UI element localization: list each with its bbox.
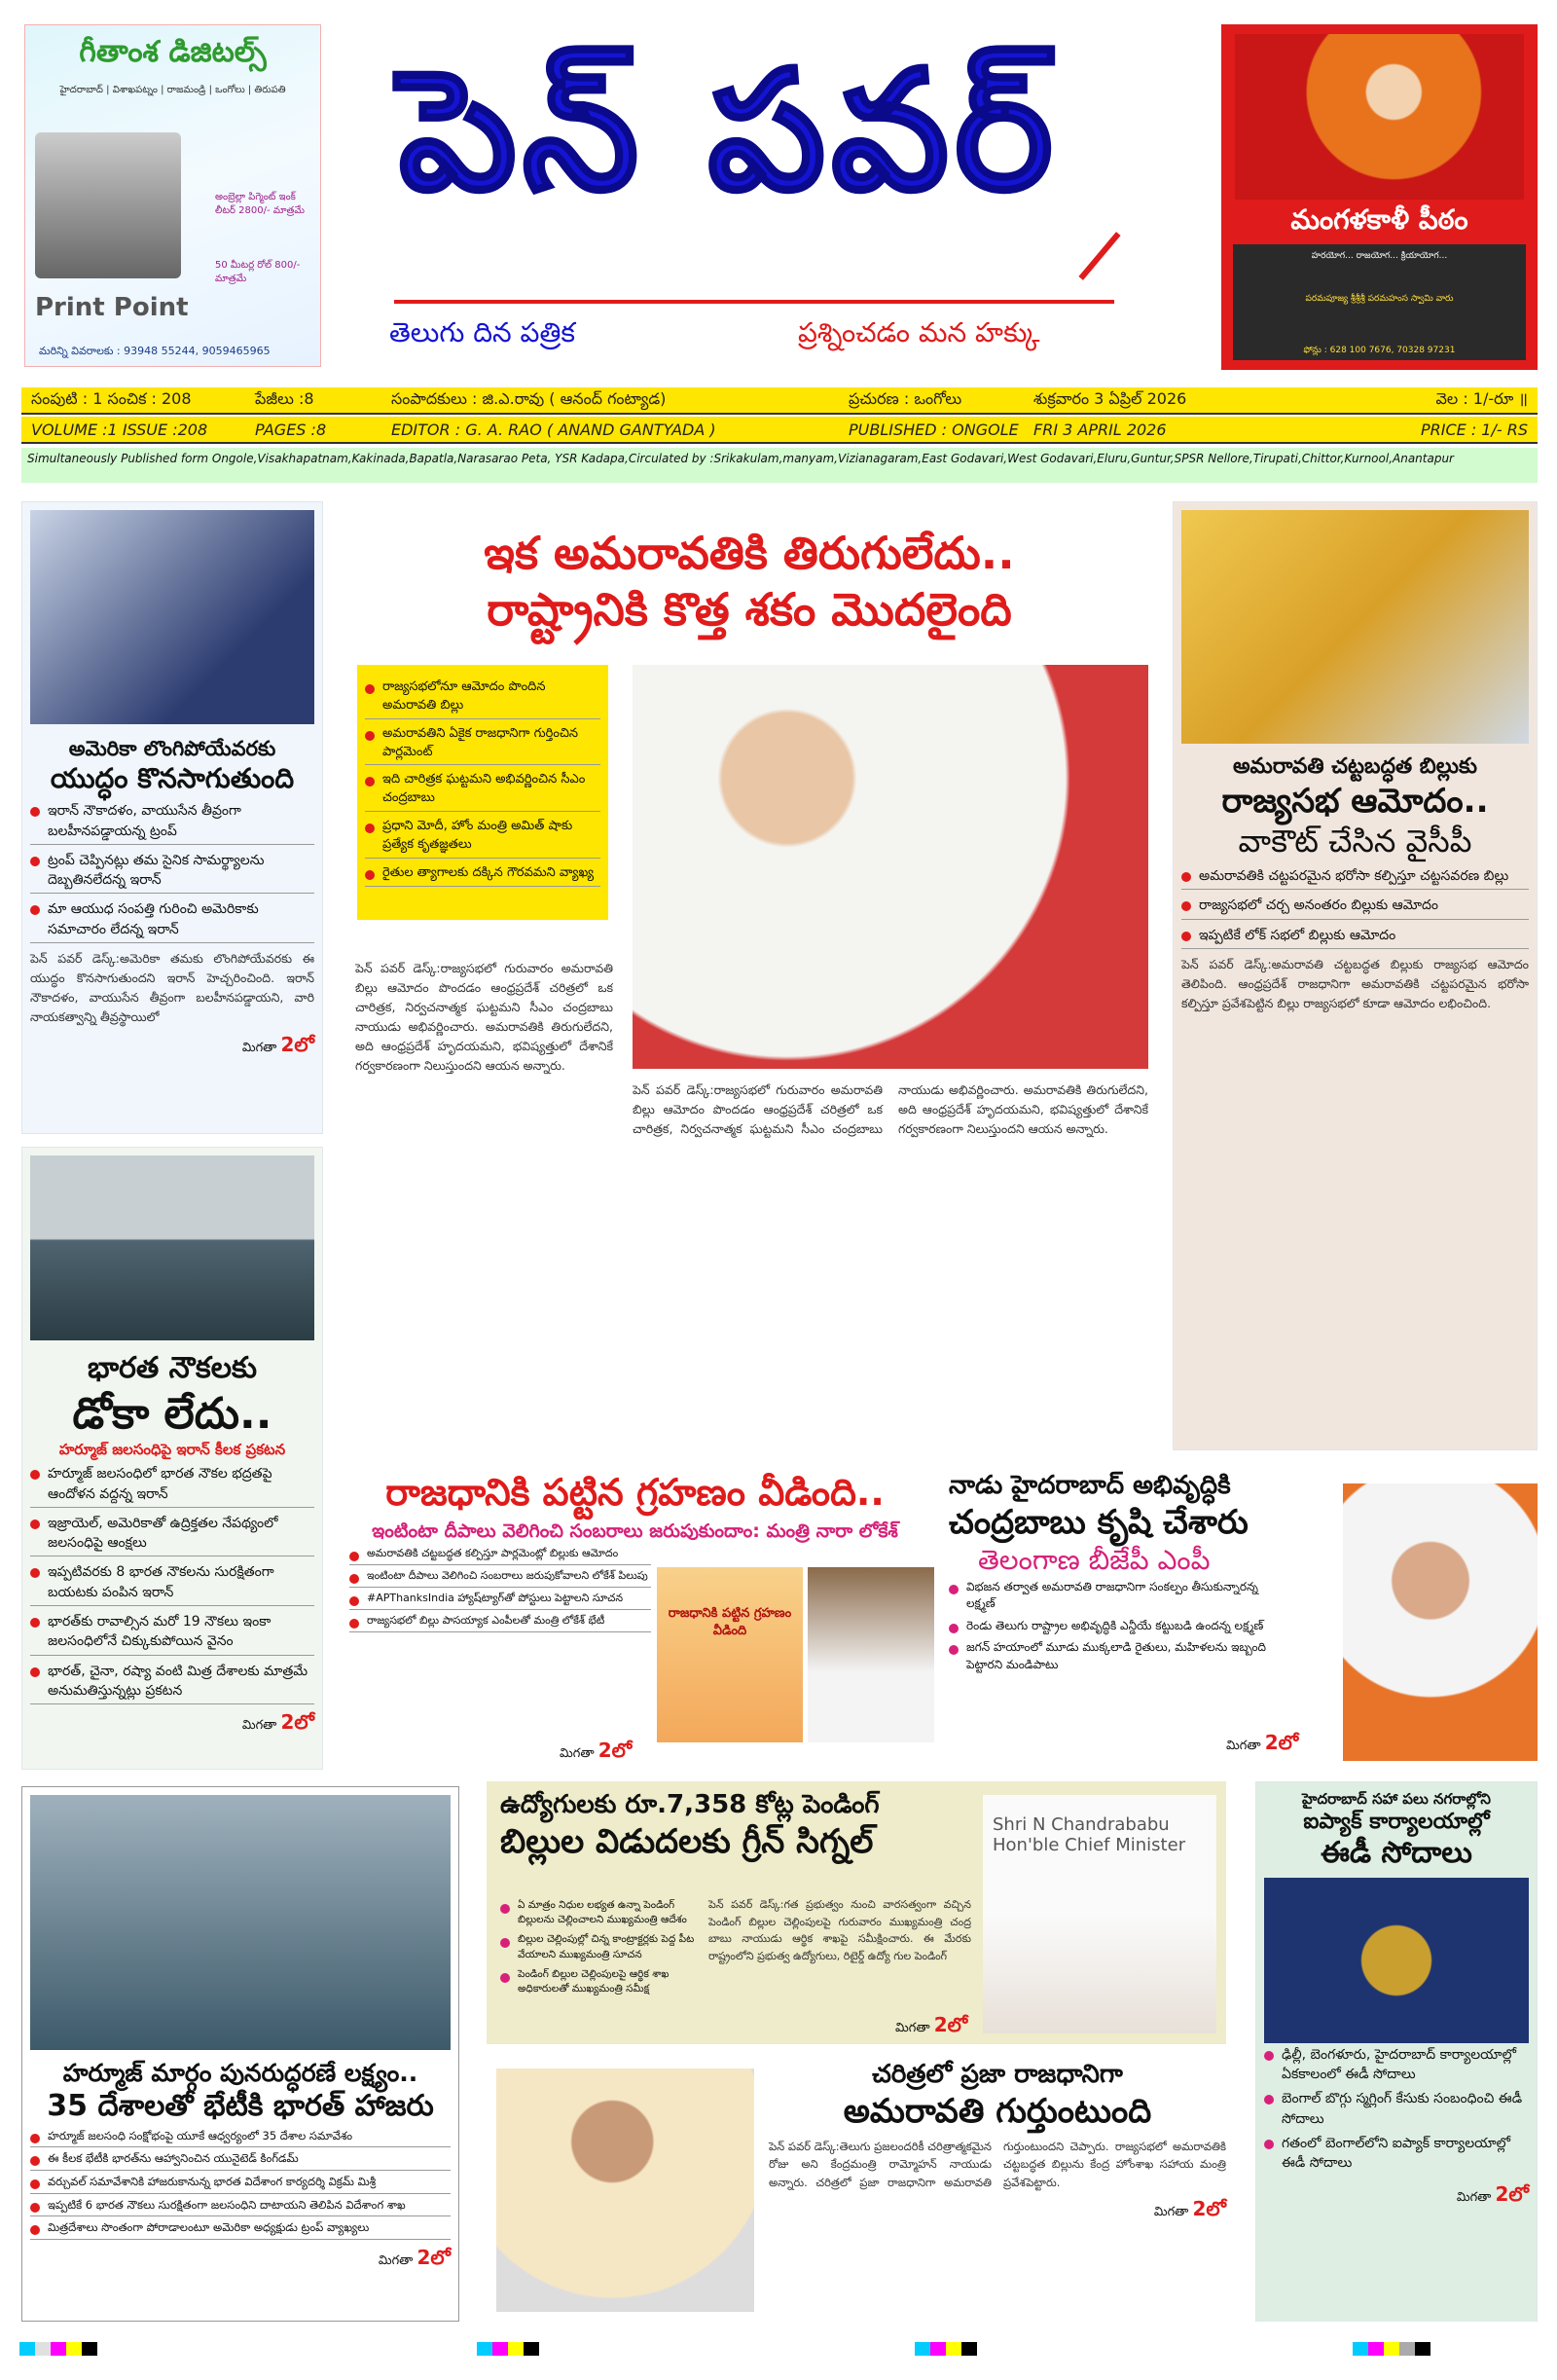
subheadline: తెలంగాణ బీజేపీ ఎంపీ <box>978 1544 1211 1576</box>
headline: హర్మూజ్ మార్గం పునరుద్ధరణే లక్ష్యం.. <box>62 2059 418 2087</box>
story-trump <box>21 501 323 1134</box>
bullet-point: ఈ కీలక భేటీకి భారత్‌ను ఆహ్వానించిన యునైటెడ్ కింగ్‌డమ్ <box>30 2150 451 2171</box>
headline: చరిత్రలో ప్రజా రాజధానిగా <box>872 2060 1123 2089</box>
highlights-box <box>357 665 608 920</box>
ad-highlight: పరమపూజ్య శ్రీశ్రీశ్రీ పరమహంస స్వామి వారు <box>1305 293 1454 304</box>
print-registration-marks <box>19 2341 1538 2361</box>
continued-link[interactable]: మిగతా 2లో <box>895 2013 968 2036</box>
color-swatches <box>19 2341 97 2360</box>
continued-link[interactable]: మిగతా 2లో <box>378 2246 451 2270</box>
continued-link[interactable]: మిగతా 2లో <box>560 1739 633 1762</box>
continued-link[interactable]: మిగతా 2లో <box>1456 2181 1529 2206</box>
cm-bills-photo: Shri N Chandrababu Hon'ble Chief Minister <box>983 1795 1216 2033</box>
ad-phone: ఫోన్లు : 628 100 7676, 70328 97231 <box>1303 346 1456 355</box>
pages-te: పేజీలు :8 <box>255 388 314 408</box>
bullet-point: ఇంటింటా దీపాలు వెలిగించి సంబరాలు జరుపుకోవాలని లోకేశ్ పిలుపు <box>349 1568 651 1588</box>
navy-ship-photo <box>30 1795 451 2050</box>
bullet-point: ప్రధాని మోదీ, హోం మంత్రి అమిత్ షాకు ప్రత్యేక కృతజ్ఞతలు <box>365 818 600 859</box>
laxman-photo <box>1343 1483 1538 1761</box>
bullet-point: హర్మూజ్ జలసంధిలో భారత నౌకల భద్రతపై ఆందోళన వద్దన్న ఇరాన్ <box>30 1464 314 1508</box>
bullet-point: ఏ మాత్రం నిధుల లభ్యత ఉన్నా పెండింగ్ బిల్లులను చెల్లించాలని ముఖ్యమంత్రి ఆదేశం <box>500 1898 700 1930</box>
bullet-point: ఢిల్లీ, బెంగళూరు, హైదరాబాద్ కార్యాలయాల్లో ఏకకాలంలో ఈడీ సోదాలు <box>1264 2045 1529 2088</box>
cm-photo <box>633 665 1148 1069</box>
pen-icon <box>1078 232 1120 280</box>
bullet-point: హర్మూజ్ జలసంధి సంక్షోభంపై యూకే ఆధ్వర్యంలో 35 దేశాల సమావేశం <box>30 2128 451 2148</box>
issue-strip-telugu <box>21 387 1538 415</box>
headline: అమరావతి గుర్తుంటుంది <box>843 2091 1152 2131</box>
lokesh-photo <box>808 1567 934 1742</box>
masthead-rule <box>394 300 1114 304</box>
price-te: వెల : 1/-రూ ॥ <box>1435 388 1528 408</box>
ad-tagline: హరయోగ... రాజయోగ... క్రియాయోగ... <box>1311 251 1448 261</box>
ad-cities: హైదరాబాద్ | విశాఖపట్నం | రాజమండ్రి | ఒంగోలు | తిరుపతి <box>59 85 286 95</box>
color-swatches <box>915 2341 977 2360</box>
bullet-point: ఇది చారిత్రక ఘట్టమని అభివర్ణించిన సీఎం చంద్రబాబు <box>365 771 600 812</box>
story-ships <box>21 1147 323 1770</box>
headline: బిల్లుల విడుదలకు గ్రీన్ సిగ్నల్ <box>500 1821 874 1861</box>
article-body: పెన్ పవర్ డెస్క్:రాజ్యసభలో గురువారం అమరావతి బిల్లు ఆమోదం పొందడం ఆంధ్రప్రదేశ్ చరిత్రలో ఒక చారిత్రక, నిర్వచనాత్మక ఘట్టమని సీఎం చంద్రబాబు నాయుడు అభివర్ణించారు. అమరావతికి తిరుగులేదని, అది ఆంధ్రప్రదేశ్ హృదయమని, భవిష్యత్తులో దేశానికే గర్వకారణంగా నిలుస్తుందని ఆయన అన్నారు. <box>355 961 613 1073</box>
bullet-point: ఇరాన్ నౌకాదళం, వాయుసేన తీవ్రంగా బలహీనపడ్డాయన్న ట్రంప్ <box>30 801 314 845</box>
bullet-point: ఇప్పటికే 6 భారత నౌకలు సురక్షితంగా జలసంధిని దాటాయని తెలిపిన విదేశాంగ శాఖ <box>30 2197 451 2217</box>
headline: ఐప్యాక్ కార్యాలయాల్లో <box>1303 1809 1490 1834</box>
volume-te: సంపుటి : 1 సంచిక : 208 <box>31 388 192 408</box>
bullet-point: విభజన తర్వాత అమరావతి రాజధానిగా సంకల్పం తీసుకున్నారన్న లక్ష్మణ్ <box>949 1579 1270 1616</box>
trump-photo <box>30 510 314 724</box>
ad-details <box>1233 244 1526 360</box>
headline: రాజ్యసభ ఆమోదం.. <box>1221 781 1489 821</box>
editor-en: EDITOR : G. A. RAO ( ANAND GANTYADA ) <box>391 420 716 439</box>
masthead <box>331 35 1207 348</box>
ad-contact: మరిన్ని వివరాలకు : 93948 55244, 9059465965 <box>39 345 271 357</box>
headline: 35 దేశాలతో భేటీకి భారత్ హాజరు <box>47 2089 434 2124</box>
bullet-point: బెంగాల్ బొగ్గు స్మగ్లింగ్ కేసుకు సంబంధించి ఈడీ సోదాలు <box>1264 2089 1529 2132</box>
bullet-point: జగన్ హయాంలో మూడు ముక్కలాడి రైతులు, మహిళలను ఇబ్బంది పెట్టారని మండిపాటు <box>949 1639 1270 1676</box>
bullet-point: ఇప్పటివరకు 8 భారత నౌకలను సురక్షితంగా బయటకు పంపిన ఇరాన్ <box>30 1562 314 1606</box>
ship-photo <box>30 1155 314 1340</box>
story-ed <box>1255 1781 1538 2322</box>
headline: అమరావతి చట్టబద్ధత బిల్లుకు <box>1232 754 1478 779</box>
headline: భారత నౌకలకు <box>87 1351 258 1385</box>
bullet-point: వర్చువల్ సమావేశానికి హాజరుకానున్న భారత విదేశాంగ కార్యదర్శి విక్రమ్ మిశ్రీ <box>30 2174 451 2194</box>
headline: డోకా లేదు.. <box>72 1388 272 1439</box>
headline: చంద్రబాబు కృషి చేశారు <box>949 1502 1249 1542</box>
editor-te: సంపాదకులు : జి.ఎ.రావు ( ఆనంద్ గంట్యాడ) <box>391 388 667 408</box>
headline: రాజధానికి పట్టిన గ్రహణం వీడింది.. <box>385 1471 885 1514</box>
printer-image <box>35 132 181 278</box>
bullet-point: రెండు తెలుగు రాష్ట్రాల అభివృద్ధికి ఎన్డీయే కట్టుబడి ఉందన్న లక్ష్మణ్ <box>949 1618 1270 1637</box>
bullet-point: ఇప్పటికే లోక్ సభలో బిల్లుకు ఆమోదం <box>1181 926 1529 949</box>
story-hormuz <box>21 1786 459 2322</box>
color-swatches <box>1353 2341 1430 2360</box>
price-en: PRICE : 1/- RS <box>1420 420 1528 439</box>
headline: నాడు హైదరాబాద్ అభివృద్ధికి <box>949 1471 1231 1500</box>
subheadline: ఇంటింటా దీపాలు వెలిగించి సంబరాలు జరుపుకుందాం: మంత్రి నారా లోకేశ్ <box>372 1520 898 1542</box>
print-point-logo: Print Point <box>35 293 189 322</box>
bullet-point: భారత్, చైనా, రష్యా వంటి మిత్ర దేశాలకు మాత్రమే అనుమతిస్తున్నట్లు ప్రకటన <box>30 1662 314 1705</box>
subheadline: హర్మూజ్ జలసంధిపై ఇరాన్ కీలక ప్రకటన <box>58 1440 286 1458</box>
continued-link[interactable]: మిగతా 2లో <box>1153 2197 1226 2221</box>
color-swatches <box>477 2341 539 2360</box>
advertisement-left <box>24 24 321 367</box>
bullet-point: రైతుల త్యాగాలకు దక్కిన గౌరవమని వ్యాఖ్య <box>365 864 600 887</box>
bullet-point: అమరావతికి చట్టబద్ధత కల్పిస్తూ పార్లమెంట్లో బిల్లుకు ఆమోదం <box>349 1546 651 1565</box>
bullet-point: గతంలో బెంగాల్‌లోని ఐప్యాక్ కార్యాలయాల్లో ఈడీ సోదాలు <box>1264 2134 1529 2177</box>
bullet-point: రాజ్యసభలో చర్చ అనంతరం బిల్లుకు ఆమోదం <box>1181 896 1529 919</box>
ad-offer: అంబ్రెల్లా పిగ్మెంట్ ఇంక్ లీటర్ 2800/- మాత్రమే <box>215 192 305 216</box>
advertisement-right <box>1221 24 1538 370</box>
story-bills <box>487 1781 1226 2044</box>
bullet-point: రాజ్యసభలోనూ ఆమోదం పొందిన అమరావతి బిల్లు <box>365 678 600 719</box>
headline: ఉద్యోగులకు రూ.7,358 కోట్ల పెండింగ్ <box>500 1790 880 1819</box>
date-te: శుక్రవారం 3 ఏప్రిల్ 2026 <box>1033 388 1187 408</box>
tagline-left: తెలుగు దిన పత్రిక <box>389 316 575 348</box>
article-body: పెన్ పవర్ డెస్క్:రాజ్యసభలో గురువారం అమరావతి బిల్లు ఆమోదం పొందడం ఆంధ్రప్రదేశ్ చరిత్రలో ఒక చారిత్రక, నిర్వచనాత్మక ఘట్టమని సీఎం చంద్రబాబు నాయుడు అభివర్ణించారు. అమరావతికి తిరుగులేదని, అది ఆంధ్రప్రదేశ్ హృదయమని, భవిష్యత్తులో దేశానికే గర్వకారణంగా నిలుస్తుందని ఆయన అన్నారు. <box>633 1082 1148 1136</box>
bullet-point: మా ఆయుధ సంపత్తి గురించి అమెరికాకు సమాచారం లేదన్న ఇరాన్ <box>30 899 314 943</box>
tagline-right: ప్రశ్నించడం మన హక్కు <box>798 316 1040 348</box>
bullet-point: #APThanksIndia హ్యాష్‌ట్యాగ్‌తో పోస్టులు పెట్టాలని సూచన <box>349 1591 651 1610</box>
lead-headline: రాష్ట్రానికి కొత్త శకం మొదలైంది <box>487 582 1012 636</box>
newspaper-logo: పెన్ పవర్ <box>399 35 1059 228</box>
headline: ఈడీ సోదాలు <box>1321 1836 1472 1871</box>
ed-emblem-photo <box>1264 1878 1529 2043</box>
bullet-point: పెండింగ్ బిల్లుల చెల్లింపులపై ఆర్థిక శాఖ అధికారులతో ముఖ్యమంత్రి సమీక్ష <box>500 1967 700 1999</box>
article-body: పెన్ పవర్ డెస్క్:తెలుగు ప్రజలందరికీ చరిత్రాత్మకమైన రోజు అని కేంద్రమంత్రి రామ్మోహన్ నాయుడు అన్నారు. చరిత్రలో ప్రజా రాజధానిగా అమరావతి గుర్తుంటుందని చెప్పారు. రాజ్యసభలో అమరావతికి చట్టబద్ధత బిల్లును కేంద్ర హోంశాఖ సహాయ మంత్రి ప్రవేశపెట్టారు. <box>769 2140 1226 2189</box>
bullet-point: ఇజ్రాయెల్, అమెరికాతో ఉద్రిక్తతల నేపథ్యంలో జలసంధిపై ఆంక్షలు <box>30 1514 314 1557</box>
ad-photo <box>1235 34 1524 200</box>
article-body: పెన్ పవర్ డెస్క్:అమెరికా తమకు లొంగిపోయేవరకు ఈ యుద్ధం కొనసాగుతుందని ఇరాన్ హెచ్చరించింది. ఇరాన్ నౌకాదళం, వాయుసేన తీవ్రంగా బలహీనపడ్డాయని, వారి నాయకత్వాన్ని తీవ్రస్థాయిలో <box>30 951 314 1025</box>
bullet-point: అమరావతికి చట్టపరమైన భరోసా కల్పిస్తూ చట్టసవరణ బిల్లు <box>1181 866 1529 890</box>
issue-strip-english <box>21 417 1538 444</box>
published-te: ప్రచురణ : ఒంగోలు <box>849 388 962 408</box>
ad-title: మంగళకాళీ పీఠం <box>1290 203 1468 236</box>
poster-image: రాజధానికి పట్టిన గ్రహణం వీడింది <box>657 1567 803 1742</box>
headline: వాకౌట్ చేసిన వైసీపీ <box>1238 823 1472 860</box>
bullet-point: భారత్‌కు రావాల్సిన మరో 19 నౌకలు ఇంకా జలసంధిలోనే చిక్కుకుపోయిన వైనం <box>30 1612 314 1656</box>
story-rajyasabha <box>1173 501 1538 1450</box>
bullet-point: ట్రంప్ చెప్పినట్లు తమ సైనిక సామర్థ్యాలను దెబ్బతినలేదన్న ఇరాన్ <box>30 851 314 895</box>
published-en: PUBLISHED : ONGOLE <box>849 420 1019 439</box>
ad-offer: 50 మీటర్ల రోల్ 800/- మాత్రమే <box>215 260 301 284</box>
bullet-point: మిత్రదేశాలు సొంతంగా పోరాడాలంటూ అమెరికా అధ్యక్షుడు ట్రంప్ వ్యాఖ్యలు <box>30 2219 451 2240</box>
volume-en: VOLUME :1 ISSUE :208 <box>31 420 208 439</box>
rammohan-photo <box>496 2069 754 2312</box>
bullet-point: రాజ్యసభలో బిల్లు పాసయ్యాక ఎంపీలతో మంత్రి లోకేశ్ భేటీ <box>349 1613 651 1632</box>
date-en: FRI 3 APRIL 2026 <box>1033 420 1167 439</box>
headline: అమెరికా లొంగిపోయేవరకు <box>68 737 276 760</box>
bullet-point: అమరావతిని ఏకైక రాజధానిగా గుర్తించిన పార్లమెంట్ <box>365 725 600 766</box>
story-laxman <box>949 1470 1538 1762</box>
continued-link[interactable]: మిగతా 2లో <box>241 1033 314 1057</box>
headline: యుద్ధం కొనసాగుతుంది <box>50 762 295 795</box>
article-body: పెన్ పవర్ డెస్క్:గత ప్రభుత్వం నుంచి వారసత్వంగా వచ్చిన పెండింగ్ బిల్లుల చెల్లింపులపై గురువారం ముఖ్యమంత్రి చంద్ర బాబు నాయుడు ఆర్థిక శాఖపై సమీక్షించారు. ఈ మేరకు రాష్ట్రంలోని ప్రభుత్వ ఉద్యోగులు, రిటైర్డ్ ఉద్యో గుల పెండింగ్ <box>708 1898 971 1962</box>
story-lokesh <box>336 1470 934 1762</box>
circulation-strip: Simultaneously Published form Ongole,Visakhapatnam,Kakinada,Bapatla,Narasarao Peta, YSR Kadapa,Circulated by :Srikakulam,manyam,Vizianagaram,East Godavari,West Godavari,Eluru,Guntur,SPSR Nellore,Tirupati,Chittor,Kurnool,Anantapur <box>21 448 1538 483</box>
continued-link[interactable]: మిగతా 2లో <box>1226 1731 1299 1754</box>
story-lead <box>336 526 1163 1460</box>
ad-brand: గీతాంశ డిజిటల్స్ <box>79 35 267 69</box>
lead-headline: ఇక అమరావతికి తిరుగులేదు.. <box>484 527 1015 579</box>
article-body: పెన్ పవర్ డెస్క్:అమరావతి చట్టబద్ధత బిల్లుకు రాజ్యసభ ఆమోదం తెలిపింది. ఆంధ్రప్రదేశ్ రాజధానిగా అమరావతికి చట్టపరమైన భరోసా కల్పిస్తూ ప్రవేశపెట్టిన బిల్లు రాజ్యసభలో కూడా ఆమోదం లభించింది. <box>1181 956 1529 1010</box>
continued-link[interactable]: మిగతా 2లో <box>241 1710 314 1735</box>
amaravati-photo <box>1181 510 1529 744</box>
headline: హైదరాబాద్ సహా పలు నగరాల్లోని <box>1302 1790 1491 1808</box>
story-capital <box>487 2059 1226 2326</box>
pages-en: PAGES :8 <box>255 420 327 439</box>
bullet-point: బిల్లుల చెల్లింపుల్లో చిన్న కాంట్రాక్టర్లకు పెద్ద పీట వేయాలని ముఖ్యమంత్రి సూచన <box>500 1932 700 1964</box>
